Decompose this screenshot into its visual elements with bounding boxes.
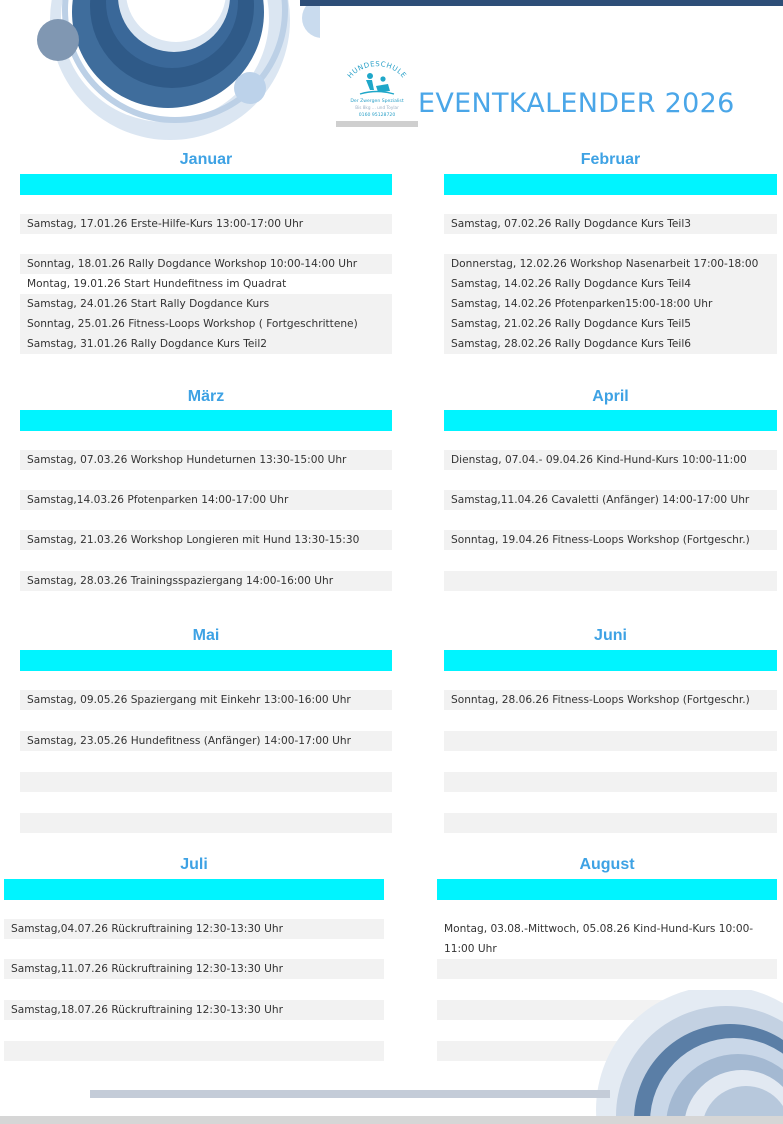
event-row: Samstag, 21.02.26 Rally Dogdance Kurs Teil5: [444, 314, 777, 334]
event-row: Samstag,18.07.26 Rückruftraining 12:30-13:30 Uhr: [4, 1000, 384, 1020]
month-bar-maerz: [20, 410, 392, 431]
svg-text:HUNDESCHULE: [346, 60, 408, 80]
logo-arc-text: HUNDESCHULE: [346, 60, 408, 80]
event-row: Samstag, 31.01.26 Rally Dogdance Kurs Teil2: [20, 334, 392, 354]
event-row: Montag, 03.08.-Mittwoch, 05.08.26 Kind-Hund-Kurs 10:00-11:00 Uhr: [444, 923, 754, 955]
month-bar-juni: [444, 650, 777, 671]
event-row: Samstag, 28.03.26 Trainingsspaziergang 14:00-16:00 Uhr: [20, 571, 392, 591]
event-row: Samstag, 14.02.26 Rally Dogdance Kurs Teil4: [444, 274, 777, 294]
event-row: Samstag,11.04.26 Cavaletti (Anfänger) 14:00-17:00 Uhr: [444, 490, 777, 510]
event-row: Sonntag, 28.06.26 Fitness-Loops Workshop (Fortgeschr.): [444, 690, 777, 710]
month-title-januar: Januar: [179, 151, 233, 168]
event-row: Samstag,11.07.26 Rückruftraining 12:30-13:30 Uhr: [4, 959, 384, 979]
event-row: Sonntag, 19.04.26 Fitness-Loops Workshop (Fortgeschr.): [444, 530, 777, 550]
event-row: [20, 813, 392, 833]
event-row: Sonntag, 18.01.26 Rally Dogdance Workshop 10:00-14:00 Uhr: [20, 254, 392, 274]
top-accent-bar: [300, 0, 783, 6]
event-row: Samstag, 28.02.26 Rally Dogdance Kurs Teil6: [444, 334, 777, 354]
event-row: Samstag, 24.01.26 Start Rally Dogdance Kurs: [20, 294, 392, 314]
decorative-circles-top: [0, 0, 320, 150]
event-row: Samstag, 14.02.26 Pfotenparken15:00-18:00 Uhr: [444, 294, 777, 314]
event-row: [444, 813, 777, 833]
event-row: Samstag, 07.03.26 Workshop Hundeturnen 13:30-15:00 Uhr: [20, 450, 392, 470]
month-title-juli: Juli: [180, 856, 208, 873]
month-title-maerz: März: [187, 388, 225, 405]
month-bar-august: [437, 879, 777, 900]
logo-line1: Der Zwergen Spezialist: [350, 99, 404, 104]
month-bar-mai: [20, 650, 392, 671]
decorative-circles-bottom: [560, 990, 783, 1124]
page-title: EVENTKALENDER 2026: [418, 88, 735, 119]
month-title-juni: Juni: [594, 627, 627, 644]
event-row: [444, 731, 777, 751]
month-bar-januar: [20, 174, 392, 195]
event-row: [444, 571, 777, 591]
event-row: Samstag, 23.05.26 Hundefitness (Anfänger) 14:00-17:00 Uhr: [20, 731, 392, 751]
bottom-border: [0, 1116, 783, 1124]
event-row: [444, 772, 777, 792]
event-row: Donnerstag, 12.02.26 Workshop Nasenarbeit 17:00-18:00: [444, 254, 777, 274]
month-title-april: April: [592, 388, 629, 405]
event-row: Samstag, 17.01.26 Erste-Hilfe-Kurs 13:00-17:00 Uhr: [20, 214, 392, 234]
month-title-februar: Februar: [580, 151, 641, 168]
month-bar-juli: [4, 879, 384, 900]
month-title-august: August: [579, 856, 635, 873]
event-row: Montag, 19.01.26 Start Hundefitness im Quadrat: [27, 278, 287, 290]
event-row: [437, 959, 777, 979]
event-row: Samstag,14.03.26 Pfotenparken 14:00-17:00 Uhr: [20, 490, 392, 510]
month-title-mai: Mai: [192, 627, 220, 644]
event-row: Samstag, 21.03.26 Workshop Longieren mit Hund 13:30-15:30: [20, 530, 392, 550]
logo-phone: 0160 95128720: [358, 113, 396, 118]
event-row: Samstag, 07.02.26 Rally Dogdance Kurs Teil3: [444, 214, 777, 234]
event-row: Samstag, 09.05.26 Spaziergang mit Einkehr 13:00-16:00 Uhr: [20, 690, 392, 710]
month-bar-februar: [444, 174, 777, 195]
bottom-accent-line: [90, 1090, 610, 1098]
logo-underline: [336, 121, 418, 127]
event-row: [20, 772, 392, 792]
logo-line2: Bis 8kg ... und Toylar: [355, 105, 399, 110]
event-row: [4, 1041, 384, 1061]
month-bar-april: [444, 410, 777, 431]
event-row: Sonntag, 25.01.26 Fitness-Loops Workshop ( Fortgeschrittene): [20, 314, 392, 334]
event-row: Dienstag, 07.04.- 09.04.26 Kind-Hund-Kurs 10:00-11:00: [444, 450, 777, 470]
event-row: Samstag,04.07.26 Rückruftraining 12:30-13:30 Uhr: [4, 919, 384, 939]
hundeschule-logo: [336, 56, 418, 128]
